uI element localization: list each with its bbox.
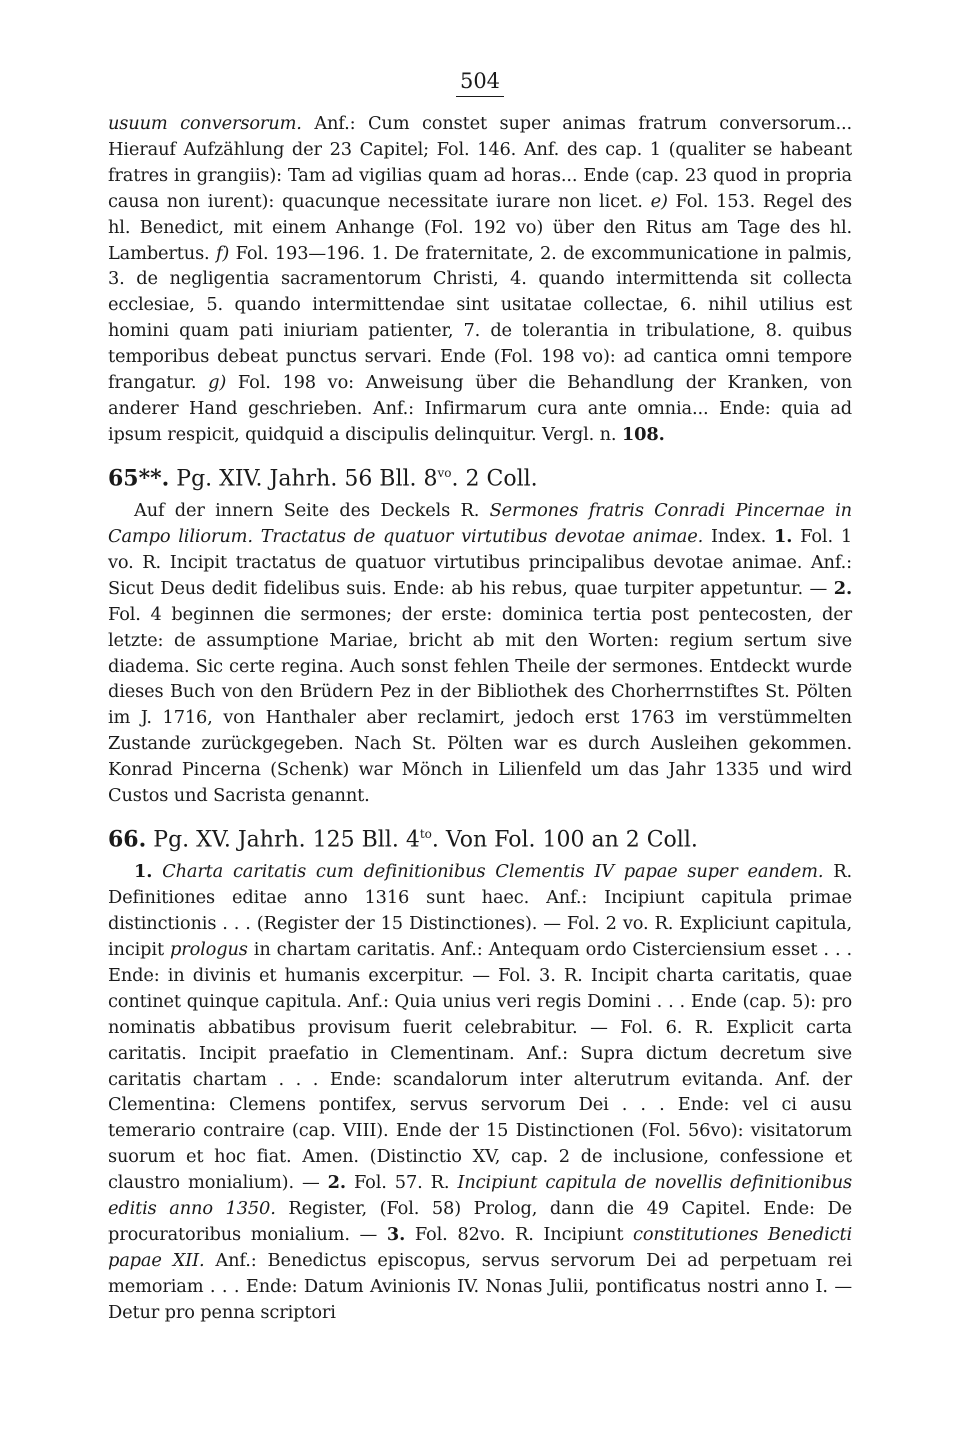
item-number: 2.	[833, 577, 852, 599]
item-number: 2.	[327, 1172, 346, 1194]
item-number: 3.	[386, 1224, 406, 1245]
footnote-marker-g: g)	[208, 372, 227, 394]
lead-italic: usuum conversorum.	[108, 113, 302, 134]
text-span: in chartam caritatis. Anf.: Antequam ordo Cisterciensium esset . . . Ende: in divinis et humanis excerpitur. — Fol. 3. R. Incipit charta caritatis, quae continet quinque capitula. Anf.: Quia unius veri regis Domini . . . Ende (cap. 5): pro nominatis abbatibus provisum fuerit celebrabitur. — Fol. 6. R. Explicit carta caritatis. Incipit praefatio in Clementinam. Anf.: Supra dictum decretum sive caritatis chartam . . . Ende: scandalorum inter alterutrum evitanda. Anf. der Clementina: Clemens pontifex, servus servorum Dei . . . Ende: vel ci ausu temerario contraire (cap. VIII). Ende der 15 Distinctionen (Fol. 56vo): visitatorum suorum et hoc fiat. Amen. (Distinctio XV, cap. 2 de inclusione, confessione et claustro monialium). —	[108, 939, 852, 1194]
entry-number: 65**.	[108, 465, 170, 492]
title-italic: Sermones fratris Conradi Pincernae in Campo liliorum. Tractatus de quatuor virtutibus devotae animae.	[108, 500, 852, 548]
continuation-paragraph	[108, 111, 852, 448]
heading-text: Pg. XV. Jahrh. 125 Bll. 4	[146, 827, 420, 853]
text-span: Fol. 4 beginnen die sermones; der erste: dominica tertia post pentecosten, der letzte: de assumptione Mariae, bricht ab mit den Worten: regium sertum sive diadema. Sic certe regina. Auch sonst fehlen Theile der sermones. Entdeckt wurde dieses Buch von den Brüdern Pez in der Bibliothek des Chorherrnstiftes St. Pölten im J. 1716, von Hanthaler aber reclamirt, jedoch erst 1763 im verstümmelten Zustande zurückgegeben. Nach St. Pölten war es durch Ausleihen gekommen. Konrad Pincerna (Schenk) war Mönch in Lilienfeld um das Jahr 1335 und wird Custos und Sacrista genannt.	[108, 603, 852, 807]
text-span: Fol. 1 vo. R. Incipit tractatus de quatuor virtutibus principalibus devotae animae. Anf.: Sicut Deus dedit fidelibus suis. Ende: ab his rebus, quae turpiter appetuntur. —	[108, 526, 852, 599]
entry-66-heading	[108, 819, 852, 855]
text-span: Fol. 193—196. 1. De fraternitate, 2. de excommunicatione in palmis, 3. de negligentia sacramentorum Christi, 4. quando intermittenda sit collecta ecclesiae, 5. quando intermittendae sint usitatae collectae, 6. nihil utilius est homini quam pati iniuriam patienter, 7. de tolerantia in tribulatione, 8. quibus temporibus debeat punctus servari. Ende (Fol. 198 vo): ad cantica omni tempore frangatur.	[108, 242, 852, 394]
heading-text: Pg. XIV. Jahrh. 56 Bll. 8	[169, 466, 438, 492]
item-number: 1.	[774, 526, 793, 548]
heading-text: . 2 Coll.	[451, 466, 538, 492]
footnote-marker-e: e)	[650, 190, 668, 212]
text-span: Auf der innern Seite des Deckels R.	[134, 500, 490, 522]
cross-reference: 108.	[621, 423, 665, 445]
text-span: R. Definitiones editae anno 1316 sunt haec. Anf.: Incipiunt capitula primae distinctionis . . . (Register der 15 Distinctiones). — Fol. 2 vo. R. Expliciunt capitula, incipit	[108, 861, 852, 961]
footnote-marker-f: f)	[216, 242, 230, 264]
format-superscript: to	[419, 826, 432, 841]
page-number-text: 504	[456, 68, 504, 97]
document-page	[108, 68, 852, 1326]
text-span: Anf.: Cum constet super animas fratrum conversorum... Hierauf Aufzählung der 23 Capitel; Fol. 146. Anf. des cap. 1 (qualiter se habeant fratres in grangiis): Tam ad vigilias quam ad horas... Ende (cap. 23 quod in propria causa non iurent): quacunque necessitate iurare non licet.	[108, 113, 852, 212]
format-superscript: vo	[437, 465, 452, 480]
text-span: Fol. 82vo. R. Incipiunt	[405, 1224, 634, 1245]
title-italic: Charta caritatis cum definitionibus Clementis IV papae super eandem.	[152, 861, 824, 883]
text-span: Fol. 198 vo: Anweisung über die Behandlung der Kranken, von anderer Hand geschrieben. Anf.: Infirmarum cura ante omnia... Ende: quia ad ipsum respicit, quidquid a discipulis delinquitur. Vergl. n.	[108, 372, 852, 445]
entry-number: 66.	[108, 826, 147, 853]
entry-65-heading	[108, 458, 852, 494]
title-italic: Incipiunt capitula de novellis definitionibus editis anno 1350.	[108, 1172, 852, 1220]
text-span: Fol. 57. R.	[345, 1172, 458, 1194]
text-span: Fol. 153. Regel des hl. Benedict, mit einem Anhange (Fol. 192 vo) über den Ritus am Tage des hl. Lambertus.	[108, 190, 852, 264]
title-italic: constitutiones Benedicti papae XII.	[108, 1224, 852, 1271]
entry-65-description	[108, 498, 852, 809]
text-span: Register, (Fol. 58) Prolog, dann die 49 Capitel. Ende: De procuratoribus monialium. —	[108, 1198, 852, 1245]
term-italic: prologus	[170, 939, 248, 961]
heading-text: . Von Fol. 100 an 2 Coll.	[431, 827, 698, 853]
text-span: Index.	[703, 526, 775, 548]
text-span: Anf.: Benedictus episcopus, servus servorum Dei ad perpetuam rei memoriam . . . Ende: Datum Avinionis IV. Nonas Julii, pontificatus nostri anno I. — Detur pro penna scriptori	[108, 1249, 852, 1323]
page-number	[108, 68, 852, 97]
entry-66-description	[108, 859, 852, 1325]
item-number: 1.	[134, 861, 153, 883]
